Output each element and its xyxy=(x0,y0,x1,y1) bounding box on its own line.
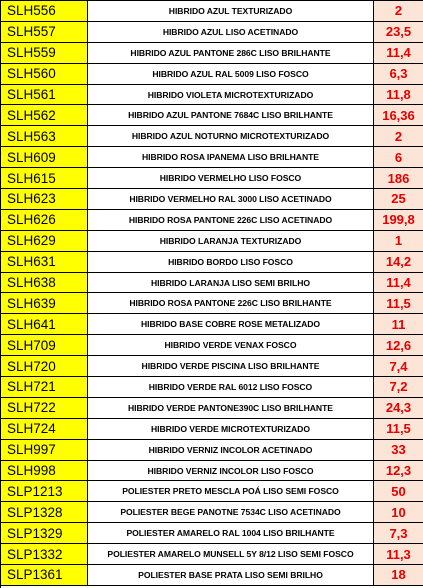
quantity-cell[interactable]: 25 xyxy=(374,189,423,210)
quantity-cell[interactable]: 14,2 xyxy=(374,252,423,273)
table-row xyxy=(1,147,423,168)
product-code-cell[interactable]: SLH629 xyxy=(1,231,88,252)
product-code-cell[interactable]: SLH561 xyxy=(1,85,88,106)
quantity-cell[interactable]: 6,3 xyxy=(374,64,423,85)
product-description-cell[interactable]: HIBRIDO AZUL TEXTURIZADO xyxy=(88,1,374,22)
table-row xyxy=(1,168,423,189)
quantity-cell[interactable]: 10 xyxy=(374,502,423,523)
product-code-cell[interactable]: SLH559 xyxy=(1,43,88,64)
quantity-cell[interactable]: 7,3 xyxy=(374,523,423,544)
product-description-cell[interactable]: HIBRIDO VERMELHO RAL 3000 LISO ACETINADO xyxy=(88,189,374,210)
product-description-cell[interactable]: HIBRIDO AZUL PANTONE 286C LISO BRILHANTE xyxy=(88,43,374,64)
product-description-cell[interactable]: HIBRIDO LARANJA LISO SEMI BRILHO xyxy=(88,273,374,294)
quantity-cell[interactable]: 33 xyxy=(374,440,423,461)
product-code-cell[interactable]: SLH721 xyxy=(1,377,88,398)
table-row xyxy=(1,440,423,461)
product-code-cell[interactable]: SLH998 xyxy=(1,461,88,482)
quantity-cell[interactable]: 11,4 xyxy=(374,273,423,294)
table-row xyxy=(1,43,423,64)
product-code-cell[interactable]: SLH641 xyxy=(1,314,88,335)
quantity-cell[interactable]: 50 xyxy=(374,481,423,502)
product-description-cell[interactable]: HIBRIDO BORDO LISO FOSCO xyxy=(88,252,374,273)
quantity-cell[interactable]: 186 xyxy=(374,168,423,189)
product-code-cell[interactable]: SLH639 xyxy=(1,293,88,314)
product-code-cell[interactable]: SLH722 xyxy=(1,398,88,419)
table-row xyxy=(1,419,423,440)
table-row xyxy=(1,64,423,85)
product-description-cell[interactable]: HIBRIDO ROSA PANTONE 226C LISO BRILHANTE xyxy=(88,293,374,314)
product-description-cell[interactable]: POLIESTER AMARELO RAL 1004 LISO BRILHANTE xyxy=(88,523,374,544)
product-code-cell[interactable]: SLH709 xyxy=(1,335,88,356)
table-row xyxy=(1,126,423,147)
product-code-cell[interactable]: SLH638 xyxy=(1,273,88,294)
quantity-cell[interactable]: 199,8 xyxy=(374,210,423,231)
table-row xyxy=(1,1,423,22)
quantity-cell[interactable]: 2 xyxy=(374,126,423,147)
table-row xyxy=(1,335,423,356)
product-description-cell[interactable]: HIBRIDO VERNIZ INCOLOR LISO FOSCO xyxy=(88,461,374,482)
table-row xyxy=(1,461,423,482)
product-code-cell[interactable]: SLP1361 xyxy=(1,565,88,586)
product-code-cell[interactable]: SLH720 xyxy=(1,356,88,377)
quantity-cell[interactable]: 11,5 xyxy=(374,419,423,440)
product-code-cell[interactable]: SLH560 xyxy=(1,64,88,85)
product-description-cell[interactable]: HIBRIDO VERDE PISCINA LISO BRILHANTE xyxy=(88,356,374,377)
product-description-cell[interactable]: HIBRIDO AZUL NOTURNO MICROTEXTURIZADO xyxy=(88,126,374,147)
product-code-cell[interactable]: SLH563 xyxy=(1,126,88,147)
quantity-cell[interactable]: 11,4 xyxy=(374,43,423,64)
quantity-cell[interactable]: 2 xyxy=(374,1,423,22)
product-description-cell[interactable]: HIBRIDO VERDE VENAX FOSCO xyxy=(88,335,374,356)
quantity-cell[interactable]: 12,3 xyxy=(374,461,423,482)
product-description-cell[interactable]: HIBRIDO ROSA IPANEMA LISO BRILHANTE xyxy=(88,147,374,168)
product-code-cell[interactable]: SLH997 xyxy=(1,440,88,461)
product-description-cell[interactable]: POLIESTER AMARELO MUNSELL 5Y 8/12 LISO SEMI FOSCO xyxy=(88,544,374,565)
product-description-cell[interactable]: HIBRIDO VERMELHO LISO FOSCO xyxy=(88,168,374,189)
product-description-cell[interactable]: HIBRIDO BASE COBRE ROSE METALIZADO xyxy=(88,314,374,335)
quantity-cell[interactable]: 24,3 xyxy=(374,398,423,419)
table-row xyxy=(1,231,423,252)
product-code-cell[interactable]: SLH557 xyxy=(1,22,88,43)
product-description-cell[interactable]: HIBRIDO AZUL LISO ACETINADO xyxy=(88,22,374,43)
quantity-cell[interactable]: 11,3 xyxy=(374,544,423,565)
product-description-cell[interactable]: HIBRIDO AZUL PANTONE 7684C LISO BRILHANTE xyxy=(88,105,374,126)
product-code-cell[interactable]: SLH615 xyxy=(1,168,88,189)
product-code-cell[interactable]: SLH556 xyxy=(1,1,88,22)
quantity-cell[interactable]: 1 xyxy=(374,231,423,252)
product-code-cell[interactable]: SLH562 xyxy=(1,105,88,126)
product-code-cell[interactable]: SLH609 xyxy=(1,147,88,168)
product-code-cell[interactable]: SLH724 xyxy=(1,419,88,440)
quantity-cell[interactable]: 12,6 xyxy=(374,335,423,356)
quantity-cell[interactable]: 16,36 xyxy=(374,105,423,126)
product-description-cell[interactable]: HIBRIDO AZUL RAL 5009 LISO FOSCO xyxy=(88,64,374,85)
product-description-cell[interactable]: POLIESTER BEGE PANOTNE 7534C LISO ACETINADO xyxy=(88,502,374,523)
table-row xyxy=(1,377,423,398)
product-code-cell[interactable]: SLP1328 xyxy=(1,502,88,523)
quantity-cell[interactable]: 7,4 xyxy=(374,356,423,377)
product-code-cell[interactable]: SLP1332 xyxy=(1,544,88,565)
table-row xyxy=(1,565,423,586)
product-code-cell[interactable]: SLH626 xyxy=(1,210,88,231)
table-row xyxy=(1,544,423,565)
table-row xyxy=(1,356,423,377)
table-row xyxy=(1,273,423,294)
product-description-cell[interactable]: HIBRIDO VERNIZ INCOLOR ACETINADO xyxy=(88,440,374,461)
product-description-cell[interactable]: HIBRIDO VIOLETA MICROTEXTURIZADO xyxy=(88,85,374,106)
product-code-cell[interactable]: SLH623 xyxy=(1,189,88,210)
product-description-cell[interactable]: HIBRIDO VERDE MICROTEXTURIZADO xyxy=(88,419,374,440)
table-row xyxy=(1,189,423,210)
product-description-cell[interactable]: HIBRIDO ROSA PANTONE 226C LISO ACETINADO xyxy=(88,210,374,231)
table-row xyxy=(1,481,423,502)
product-description-cell[interactable]: POLIESTER BASE PRATA LISO SEMI BRILHO xyxy=(88,565,374,586)
quantity-cell[interactable]: 7,2 xyxy=(374,377,423,398)
quantity-cell[interactable]: 23,5 xyxy=(374,22,423,43)
table-row xyxy=(1,210,423,231)
quantity-cell[interactable]: 6 xyxy=(374,147,423,168)
table-row xyxy=(1,22,423,43)
product-code-cell[interactable]: SLP1329 xyxy=(1,523,88,544)
table-row xyxy=(1,523,423,544)
quantity-cell[interactable]: 11 xyxy=(374,314,423,335)
table-row xyxy=(1,252,423,273)
product-description-cell[interactable]: HIBRIDO VERDE RAL 6012 LISO FOSCO xyxy=(88,377,374,398)
quantity-cell[interactable]: 11,5 xyxy=(374,293,423,314)
quantity-cell[interactable]: 11,8 xyxy=(374,85,423,106)
product-code-cell[interactable]: SLP1213 xyxy=(1,481,88,502)
product-description-cell[interactable]: HIBRIDO VERDE PANTONE390C LISO BRILHANTE xyxy=(88,398,374,419)
product-description-cell[interactable]: POLIESTER PRETO MESCLA POÁ LISO SEMI FOSCO xyxy=(88,481,374,502)
table-row xyxy=(1,314,423,335)
table-row xyxy=(1,398,423,419)
table-row xyxy=(1,293,423,314)
product-description-cell[interactable]: HIBRIDO LARANJA TEXTURIZADO xyxy=(88,231,374,252)
table-row xyxy=(1,502,423,523)
quantity-cell[interactable]: 18 xyxy=(374,565,423,586)
table-row xyxy=(1,105,423,126)
product-code-cell[interactable]: SLH631 xyxy=(1,252,88,273)
table-row xyxy=(1,85,423,106)
